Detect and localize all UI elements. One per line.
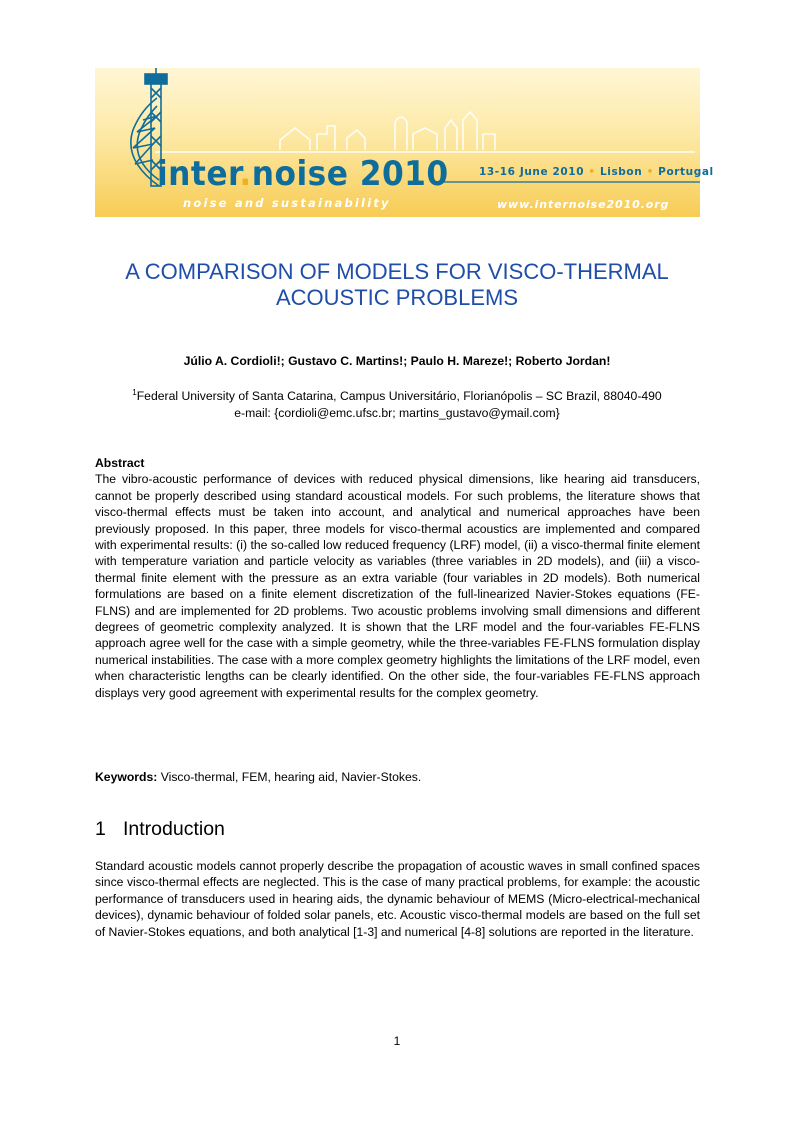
skyline-illustration — [155, 112, 695, 152]
conference-logo: inter.noise 2010 — [157, 154, 449, 194]
keywords-text: Visco-thermal, FEM, hearing aid, Navier-Stokes. — [160, 770, 422, 784]
author-list: Júlio A. Cordioli!; Gustavo C. Martins!; Paulo H. Mareze!; Roberto Jordan! — [183, 354, 611, 368]
conference-banner — [95, 68, 714, 217]
title-line-2: ACOUSTIC PROBLEMS — [275, 285, 519, 310]
affiliation — [60, 384, 734, 422]
section-title: Introduction — [123, 818, 225, 840]
paper-title — [60, 259, 734, 311]
abstract-text: The vibro-acoustic performance of devices with reduced physical dimensions, like hearing aid transducers, cannot be properly described using standard acoustical models. For such problems, the literature shows that visco-thermal effects must be taken into account, and analytical and numerical approaches have been previously proposed. In this paper, three models for visco-thermal acoustics are implemented and compared with experimental results: (i) the so-called low reduced frequency (LRF) model, (ii) a visco-thermal finite element with temperature variation and particle velocity as variables (three variables in 2D models), and (iii) a visco-thermal finite element with the pressure as an extra variable (four variables in 2D models). Both numerical formulations are based on a finite element discretization of the full-linearized Navier-Stokes equations (FE-FLNS) and are implemented for 2D problems. Two acoustic problems involving small dimensions and different degrees of geometric complexity analyzed. It is shown that the LRF model and the four-variables FE-FLNS approach agree well for the case with a simple geometry, while the three-variables FE-FLNS formulation display numerical instabilities. The case with a more complex geometry highlights the limitations of the LRF model, even when characteristic lengths can be clearly identified. On the other side, the four-variables FE-FLNS approach displays very good agreement with experimental results for the complex geometry. — [95, 472, 700, 700]
section-number: 1 — [95, 818, 106, 840]
conference-dates: 13-16 June 2010 • Lisbon • Portugal — [479, 166, 714, 178]
banner-artwork — [95, 68, 700, 217]
page-number: 1 — [393, 1034, 401, 1048]
affiliation-marker: 1 — [132, 388, 137, 397]
conference-url: www.internoise2010.org — [497, 198, 670, 211]
title-line-1: A COMPARISON OF MODELS FOR VISCO-THERMAL — [125, 259, 669, 284]
affiliation-email: e-mail: {cordioli@emc.ufsc.br; martins_gustavo@ymail.com} — [234, 406, 560, 421]
abstract-heading: Abstract — [95, 456, 145, 470]
keywords-line — [95, 769, 700, 785]
affiliation-text: Federal University of Santa Catarina, Campus Universitário, Florianópolis – SC Brazil, 88040-490 — [136, 389, 662, 404]
keywords-label: Keywords: — [95, 770, 158, 784]
introduction-paragraph: Standard acoustic models cannot properly describe the propagation of acoustic waves in small confined spaces since visco-thermal effects are neglected. This is the case of many practical problems, for example: the acoustic performance of transducers used in hearing aids, the dynamic behaviour of MEMS (Micro-electrical-mechanical devices), dynamic behaviour of folded solar panels, etc. Acoustic visco-thermal models are based on the full set of Navier-Stokes equations, and both analytical [1-3] and numerical [4-8] solutions are reported in the literature. — [95, 859, 700, 939]
conference-slogan: noise and sustainability — [183, 196, 391, 210]
abstract-section — [95, 455, 700, 701]
section-heading-introduction — [95, 818, 225, 841]
